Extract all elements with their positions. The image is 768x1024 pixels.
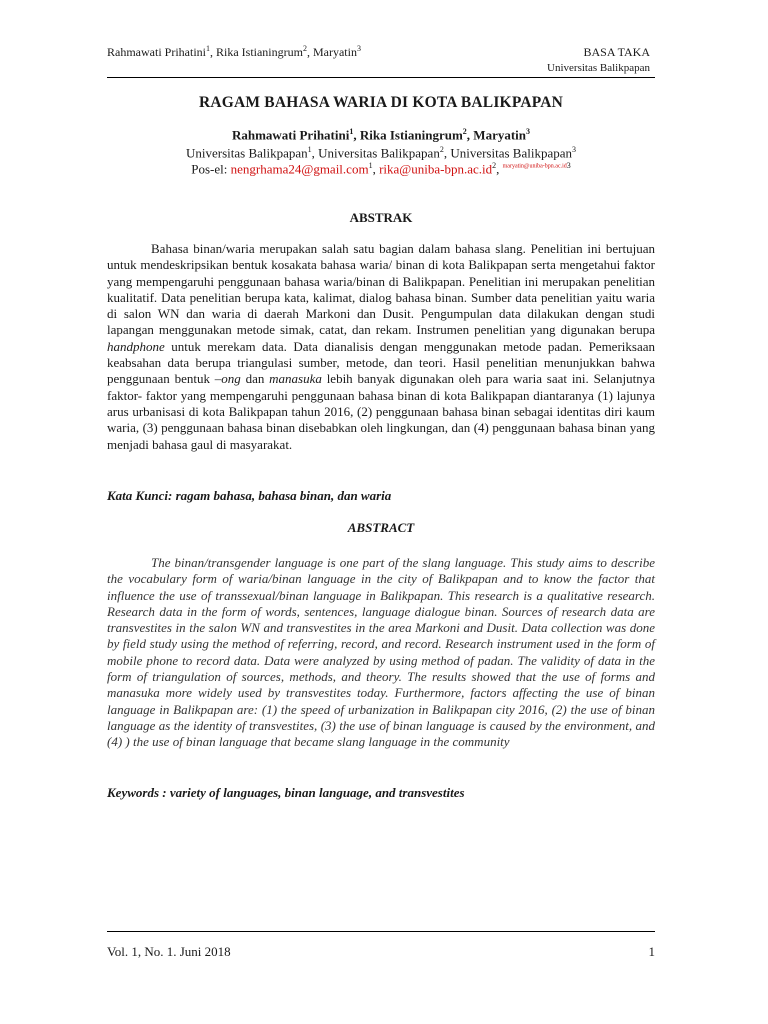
kata-kunci: Kata Kunci: ragam bahasa, bahasa binan, dan waria [107,488,392,503]
footer-divider [107,931,655,932]
abstrak-body: Bahasa binan/waria merupakan salah satu bagian dalam bahasa slang. Penelitian ini bertujuan untuk mendeskripsikan bentuk kosakata bahasa waria/ binan di kota Balikpapan serta mengetahui faktor yang mempengaruhi penggunaan bahasa waria/binan di Balikpapan. Penelitian ini merupakan penelitian kualitatif. Data penelitian berupa kata, kalimat, dialog bahasa binan. Sumber data penelitian yaitu waria di salon WN dan waria di daerah Markoni dan Dusit. Pengumpulan data dilakukan dengan studi lapangan menggunakan metode simak, catat, dan rekam. Instrumen penelitian yang digunakan berupa handphone untuk merekam data. Data dianalisis dengan menggunakan metode padan. Pemeriksaan keabsahan data berupa triangulasi sumber, metode, dan teori. Hasil penelitian menunjukkan bahwa penggunaan bentuk –ong dan manasuka lebih banyak digunakan oleh para waria saat ini. Selanjutnya faktor- faktor yang mempengaruhi penggunaan bahasa binan di kota Balikpapan diantaranya (1) lajunya arus urbanisasi di kota Balikpapan tahun 2016, (2) penggunaan bahasa binan sebagai identitas diri kaum waria, (3) penggunaan bahasa binan disebabkan oleh lingkungan, dan (4) penggunaan bahasa binan yang menjadi bahasa gaul di masyarakat. [107,241,655,452]
page-number: 1 [648,944,655,959]
header-divider [107,77,655,78]
author-list: Rahmawati Prihatini$^1$, Rika Istianingrum$^2$, Maryatin$^3$ [231,127,531,143]
author-affiliations: Universitas Balikpapan$^1$, Universitas Balikpapan$^2$, Universitas Balikpapan$^3$ [185,145,576,161]
running-header-journal [547,44,650,76]
email-link-1[interactable]: nengrhama24@gmail.com [230,161,369,177]
abstract-body: The binan/transgender language is one part of the slang language. This study aims to describe the vocabulary form of waria/binan language in the city of Balikpapan and to know the factor that influence the use of transsexual/binan language in Balikpapan. This research is a qualitative research. Research data in the form of words, sentences, language dialogue binan. Sources of research data are transvestites in the salon WN and transvestites in the area Markoni and Dusit. Data collection was done by field study using the method of referring, record, and record. Research instrument used in the form of mobile phone to record data. Data were analyzed by using method of padan. The validity of data in the form of triangulation of sources, methods, and theory. The results showed that the use of forms and manasuka more widely used by transvestites today. Furthermore, factors affecting the use of binan language in Balikpapan are: (1) the speed of urbanization in Balikpapan city 2016, (2) the use of binan language as the identity of transvestites, (3) the use of binan language is caused by the environment, and (4) ) the use of binan language that became slang language in the community [107,555,655,750]
keywords: Keywords : variety of languages, binan language, and transvestites [107,785,465,800]
abstract-heading: ABSTRACT [347,520,415,535]
email-link-2[interactable]: rika@uniba-bpn.ac.id [379,161,493,177]
paper-title: RAGAM BAHASA WARIA DI KOTA BALIKPAPAN [198,94,564,111]
journal-name: BASA TAKA [583,45,650,59]
abstrak-heading: ABSTRAK [349,210,413,225]
author-emails: Pos-el: nengrhama24@gmail.com$^1$, $rika@uniba-bpn.ac.id^2$, $^{maryatin@uniba-bpn.ac.id3}$ [191,161,571,177]
email-link-3[interactable]: maryatin@uniba-bpn.ac.id [502,163,567,170]
footer-volume: Vol. 1, No. 1. Juni 2018 [107,944,231,959]
journal-affiliation: Universitas Balikpapan [547,62,650,74]
running-header-authors: Rahmawati Prihatini$^1$, Rika Istianingrum$^2$, Maryatin$^3$ [107,44,361,59]
